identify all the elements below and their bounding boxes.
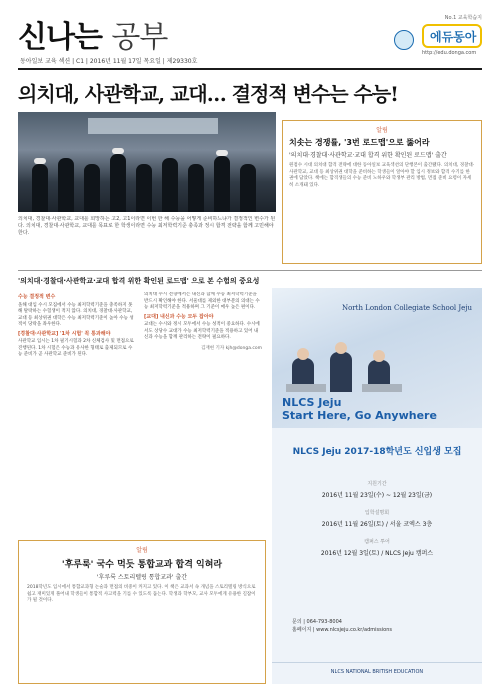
schedule-label: 지원기간 (367, 481, 387, 487)
ad-footer: NLCS NATIONAL BRITISH EDUCATION (272, 662, 482, 684)
notice-body: 2018학년도 입시에서 통합교과형 논술과 면접의 비중이 커지고 있다. 이 책은 교과서 속 개념을 스토리텔링 방식으로 쉽고 재미있게 풀어내 학생들이 통합적 사고력을 기를 수 있도록 돕는다. 학생과 학부모, 교사 모두에게 유용한 길잡이가 될 것이다. (27, 585, 256, 603)
schedule-value: 2016년 11월 26일(토) / 서울 코엑스 3층 (321, 521, 433, 528)
cadet-figure (136, 164, 152, 212)
cadet-figure (110, 154, 126, 212)
column-text: 의치대 수시 전형에서는 내신과 함께 수능 최저학력기준을 반드시 확인해야 한다. 서울대를 제외한 대부분의 의대는 수능 최저학력기준을 적용하며 그 기준이 매우 높은 편이다. (144, 292, 260, 310)
slogan-line: NLCS Jeju (282, 396, 342, 409)
notice-tag: 알림 (376, 127, 388, 134)
schedule-value: 2016년 11월 23일(수) ~ 12월 23일(금) (321, 492, 433, 499)
ad-slogan (282, 396, 437, 422)
column-text: 사관학교 입시는 1차 필기시험과 2차 신체검사 및 면접으로 진행된다. 1차 시험은 수능과 유사한 형태로 출제되므로 수능 준비가 곧 사관학교 준비가 된다. (18, 339, 134, 357)
hero-photo (18, 112, 276, 212)
logo-text: 에듀동아 (430, 30, 477, 44)
notice-subtitle: '후루룩 스토리텔링 통합교과' 출간 (96, 574, 188, 581)
ad-title: NLCS Jeju 2017-18학년도 신입생 모집 (292, 447, 462, 457)
column-text: 교대는 수시와 정시 모두에서 수능 성적이 중요하다. 수시에서도 상당수 교대가 수능 최저학력기준을 적용하고 있어 내신과 수능을 함께 관리하는 전략이 필요하다. (144, 322, 260, 340)
headline: 의치대, 사관학교, 교대… 결정적 변수는 수능! (18, 82, 398, 106)
cap-shape (112, 148, 124, 154)
section-title: '의치대·경찰대·사관학교·교대 합격 위한 확인된 로드맵' 으로 본 수험의 중요성 (18, 277, 260, 285)
contact-url[interactable]: 홈페이지 | www.nlcsjeju.co.kr/admissions (292, 627, 392, 633)
column-subheading: 수능 결정적 변수 (18, 294, 56, 300)
cadet-figure (58, 158, 74, 212)
schedule-label: 입학설명회 (364, 510, 390, 516)
cadet-figure (240, 164, 256, 212)
laptop-shape (362, 384, 402, 392)
ad-contact (292, 618, 462, 634)
cap-shape (34, 158, 46, 164)
masthead (18, 12, 482, 70)
cadet-figure (214, 156, 230, 212)
notice-title: 치솟는 경쟁률, '3번 로드맵'으로 뚫어라 (289, 138, 430, 147)
column-subheading: [경찰대·사관학교] '1차 시험' 꼭 통과해야 (18, 330, 111, 337)
student-figure (330, 352, 352, 392)
eduDonga-logo (422, 24, 482, 48)
notice-title: '후루룩' 국수 먹듯 통합교과 합격 익혀라 (61, 560, 223, 570)
ad-photo (272, 288, 482, 428)
masthead-rule (18, 68, 482, 70)
cadet-figure (162, 158, 178, 212)
hero-banner (88, 118, 218, 134)
contact-phone: 문의 | 064-793-8004 (292, 619, 342, 625)
cadet-figure (32, 164, 48, 212)
article-column-middle (144, 292, 262, 532)
notice-box-storytelling (18, 540, 266, 684)
ad-tagline: No.1 교육학습지 (444, 15, 482, 21)
article-column-left (18, 292, 136, 532)
school-logo: North London Collegiate School Jeju (341, 304, 472, 312)
column-text: 올해 대입 수시 모집에서 수능 최저학력기준을 충족하지 못해 탈락하는 수험생이 적지 않다. 의치대, 경찰대·사관학교, 교대 등 최상위권 대학은 수능 최저학력기준이 높아 수능 성적이 당락을 좌우한다. (18, 302, 134, 327)
byline: 김재현 기자 kjh@donga.com (201, 345, 262, 351)
slogan-line: Start Here, Go Anywhere (282, 409, 437, 422)
student-face (335, 342, 347, 354)
logo-url[interactable]: http://edu.donga.com (422, 50, 477, 56)
notice-body: 원점수 시대 의치대 합격 전략에 대한 동아일보 교육섹션의 단행본이 출간됐다. 의치대, 경찰대·사관학교, 교대 등 최상위권 대학을 준비하는 학생들이 알아야 할 입시 정보와 합격 수기를 한 권에 담았다. 책에는 합격생들의 수능 준비 노하우와 학생부 관리 방법, 면접 준비 요령이 자세히 소개돼 있다. (289, 163, 475, 188)
notice-subtitle: '의치대·경찰대·사관학교·교대 합격 위한 확인된 로드맵' 출간 (289, 152, 447, 159)
hero-caption: 의치대, 경찰대·사관학교, 교대를 희망하는 고2, 고1이라면 이번 한 해 수능을 어떻게 준비하느냐가 결정적인 변수가 된다. 의치대, 경찰대·사관학교, 교대를 목표로 한 학생이라면 수능 최저학력기준 충족과 정시 합격 전략을 함께 고민해야 한다. (18, 216, 276, 236)
section-divider (18, 270, 482, 271)
cap-shape (216, 150, 228, 156)
student-face (297, 348, 309, 360)
globe-icon (394, 30, 414, 50)
schedule-label: 캠퍼스 투어 (364, 539, 390, 545)
eduDonga-ad[interactable] (390, 14, 482, 58)
notice-tag: 알림 (136, 547, 148, 554)
notice-box-roadmap (282, 120, 482, 264)
cadet-figure (84, 164, 100, 212)
laptop-shape (286, 384, 326, 392)
nlcs-advertisement[interactable] (272, 288, 482, 684)
masthead-title: 신나는 공부 (18, 20, 168, 55)
ad-schedule (272, 470, 482, 557)
column-subheading: [교대] 내신과 수능 모두 잡아야 (144, 313, 214, 320)
student-face (373, 350, 385, 362)
masthead-subtitle: 동아일보 교육 섹션 | C1 | 2016년 11월 17일 목요일 | 제29330호 (20, 58, 198, 65)
cadet-figure (188, 164, 204, 212)
schedule-value: 2016년 12월 3일(토) / NLCS Jeju 캠퍼스 (320, 550, 434, 557)
